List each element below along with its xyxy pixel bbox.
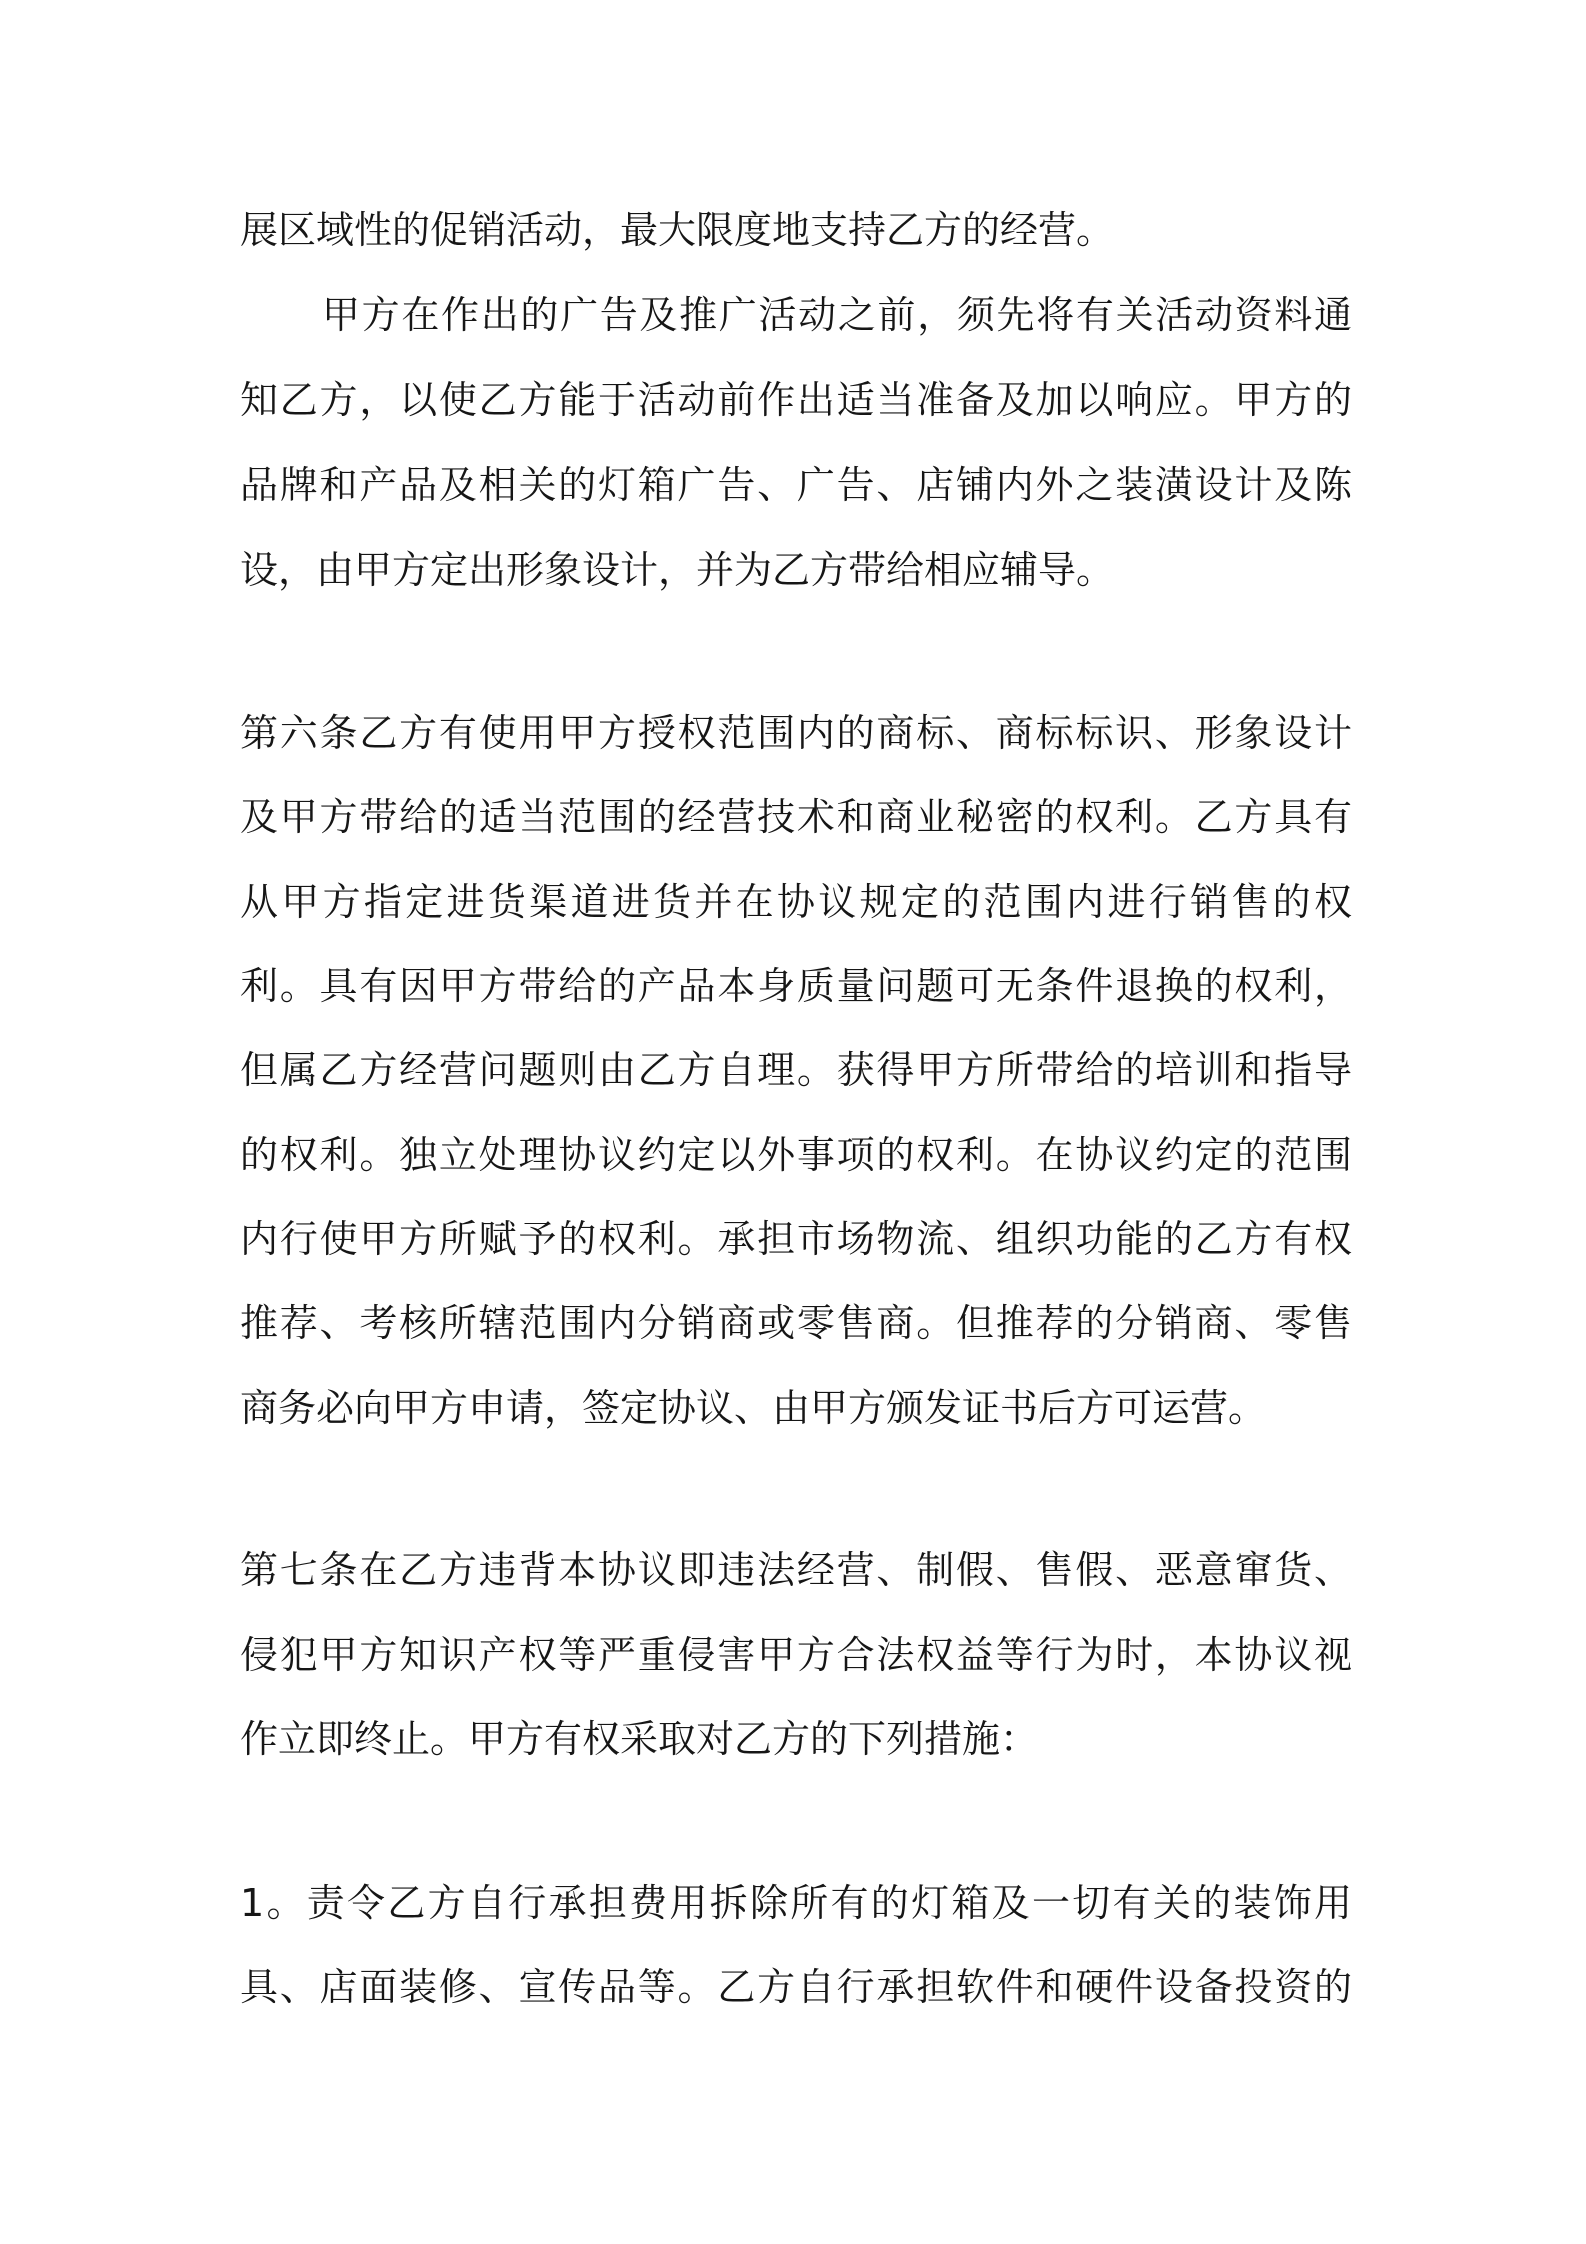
article-6-line: 利。具有因甲方带给的产品本身质量问题可无条件退换的权利， — [240, 964, 1352, 1008]
article-6-line: 内行使甲方所赋予的权利。承担市场物流、组织功能的乙方有权 — [240, 1217, 1352, 1261]
paragraph-line: 甲方在作出的广告及推广活动之前，须先将有关活动资料通 — [322, 293, 1352, 337]
paragraph-line: 品牌和产品及相关的灯箱广告、广告、店铺内外之装潢设计及陈 — [240, 463, 1352, 507]
article-7-line: 作立即终止。甲方有权采取对乙方的下列措施： — [240, 1717, 1039, 1761]
article-6-line: 商务必向甲方申请，签定协议、由甲方颁发证书后方可运营。 — [240, 1386, 1267, 1430]
article-7-line: 侵犯甲方知识产权等严重侵害甲方合法权益等行为时，本协议视 — [240, 1633, 1352, 1677]
article-6-line: 推荐、考核所辖范围内分销商或零售商。但推荐的分销商、零售 — [240, 1301, 1352, 1345]
paragraph-line: 展区域性的促销活动，最大限度地支持乙方的经营。 — [240, 208, 1115, 252]
article-6-line: 及甲方带给的适当范围的经营技术和商业秘密的权利。乙方具有 — [240, 795, 1352, 839]
paragraph-line: 知乙方，以使乙方能于活动前作出适当准备及加以响应。甲方的 — [240, 378, 1352, 422]
article-6-line: 从甲方指定进货渠道进货并在协议规定的范围内进行销售的权 — [240, 880, 1352, 924]
measure-1-line: 具、店面装修、宣传品等。乙方自行承担软件和硬件设备投资的 — [240, 1965, 1352, 2009]
article-7-line: 第七条在乙方违背本协议即违法经营、制假、售假、恶意窜货、 — [240, 1548, 1352, 1592]
article-6-line: 但属乙方经营问题则由乙方自理。获得甲方所带给的培训和指导 — [240, 1048, 1352, 1092]
paragraph-line: 设，由甲方定出形象设计，并为乙方带给相应辅导。 — [240, 548, 1115, 592]
article-6-line: 第六条乙方有使用甲方授权范围内的商标、商标标识、形象设计 — [240, 711, 1352, 755]
article-6-line: 的权利。独立处理协议约定以外事项的权利。在协议约定的范围 — [240, 1133, 1352, 1177]
measure-1-line: 1。责令乙方自行承担费用拆除所有的灯箱及一切有关的装饰用 — [240, 1881, 1352, 1925]
